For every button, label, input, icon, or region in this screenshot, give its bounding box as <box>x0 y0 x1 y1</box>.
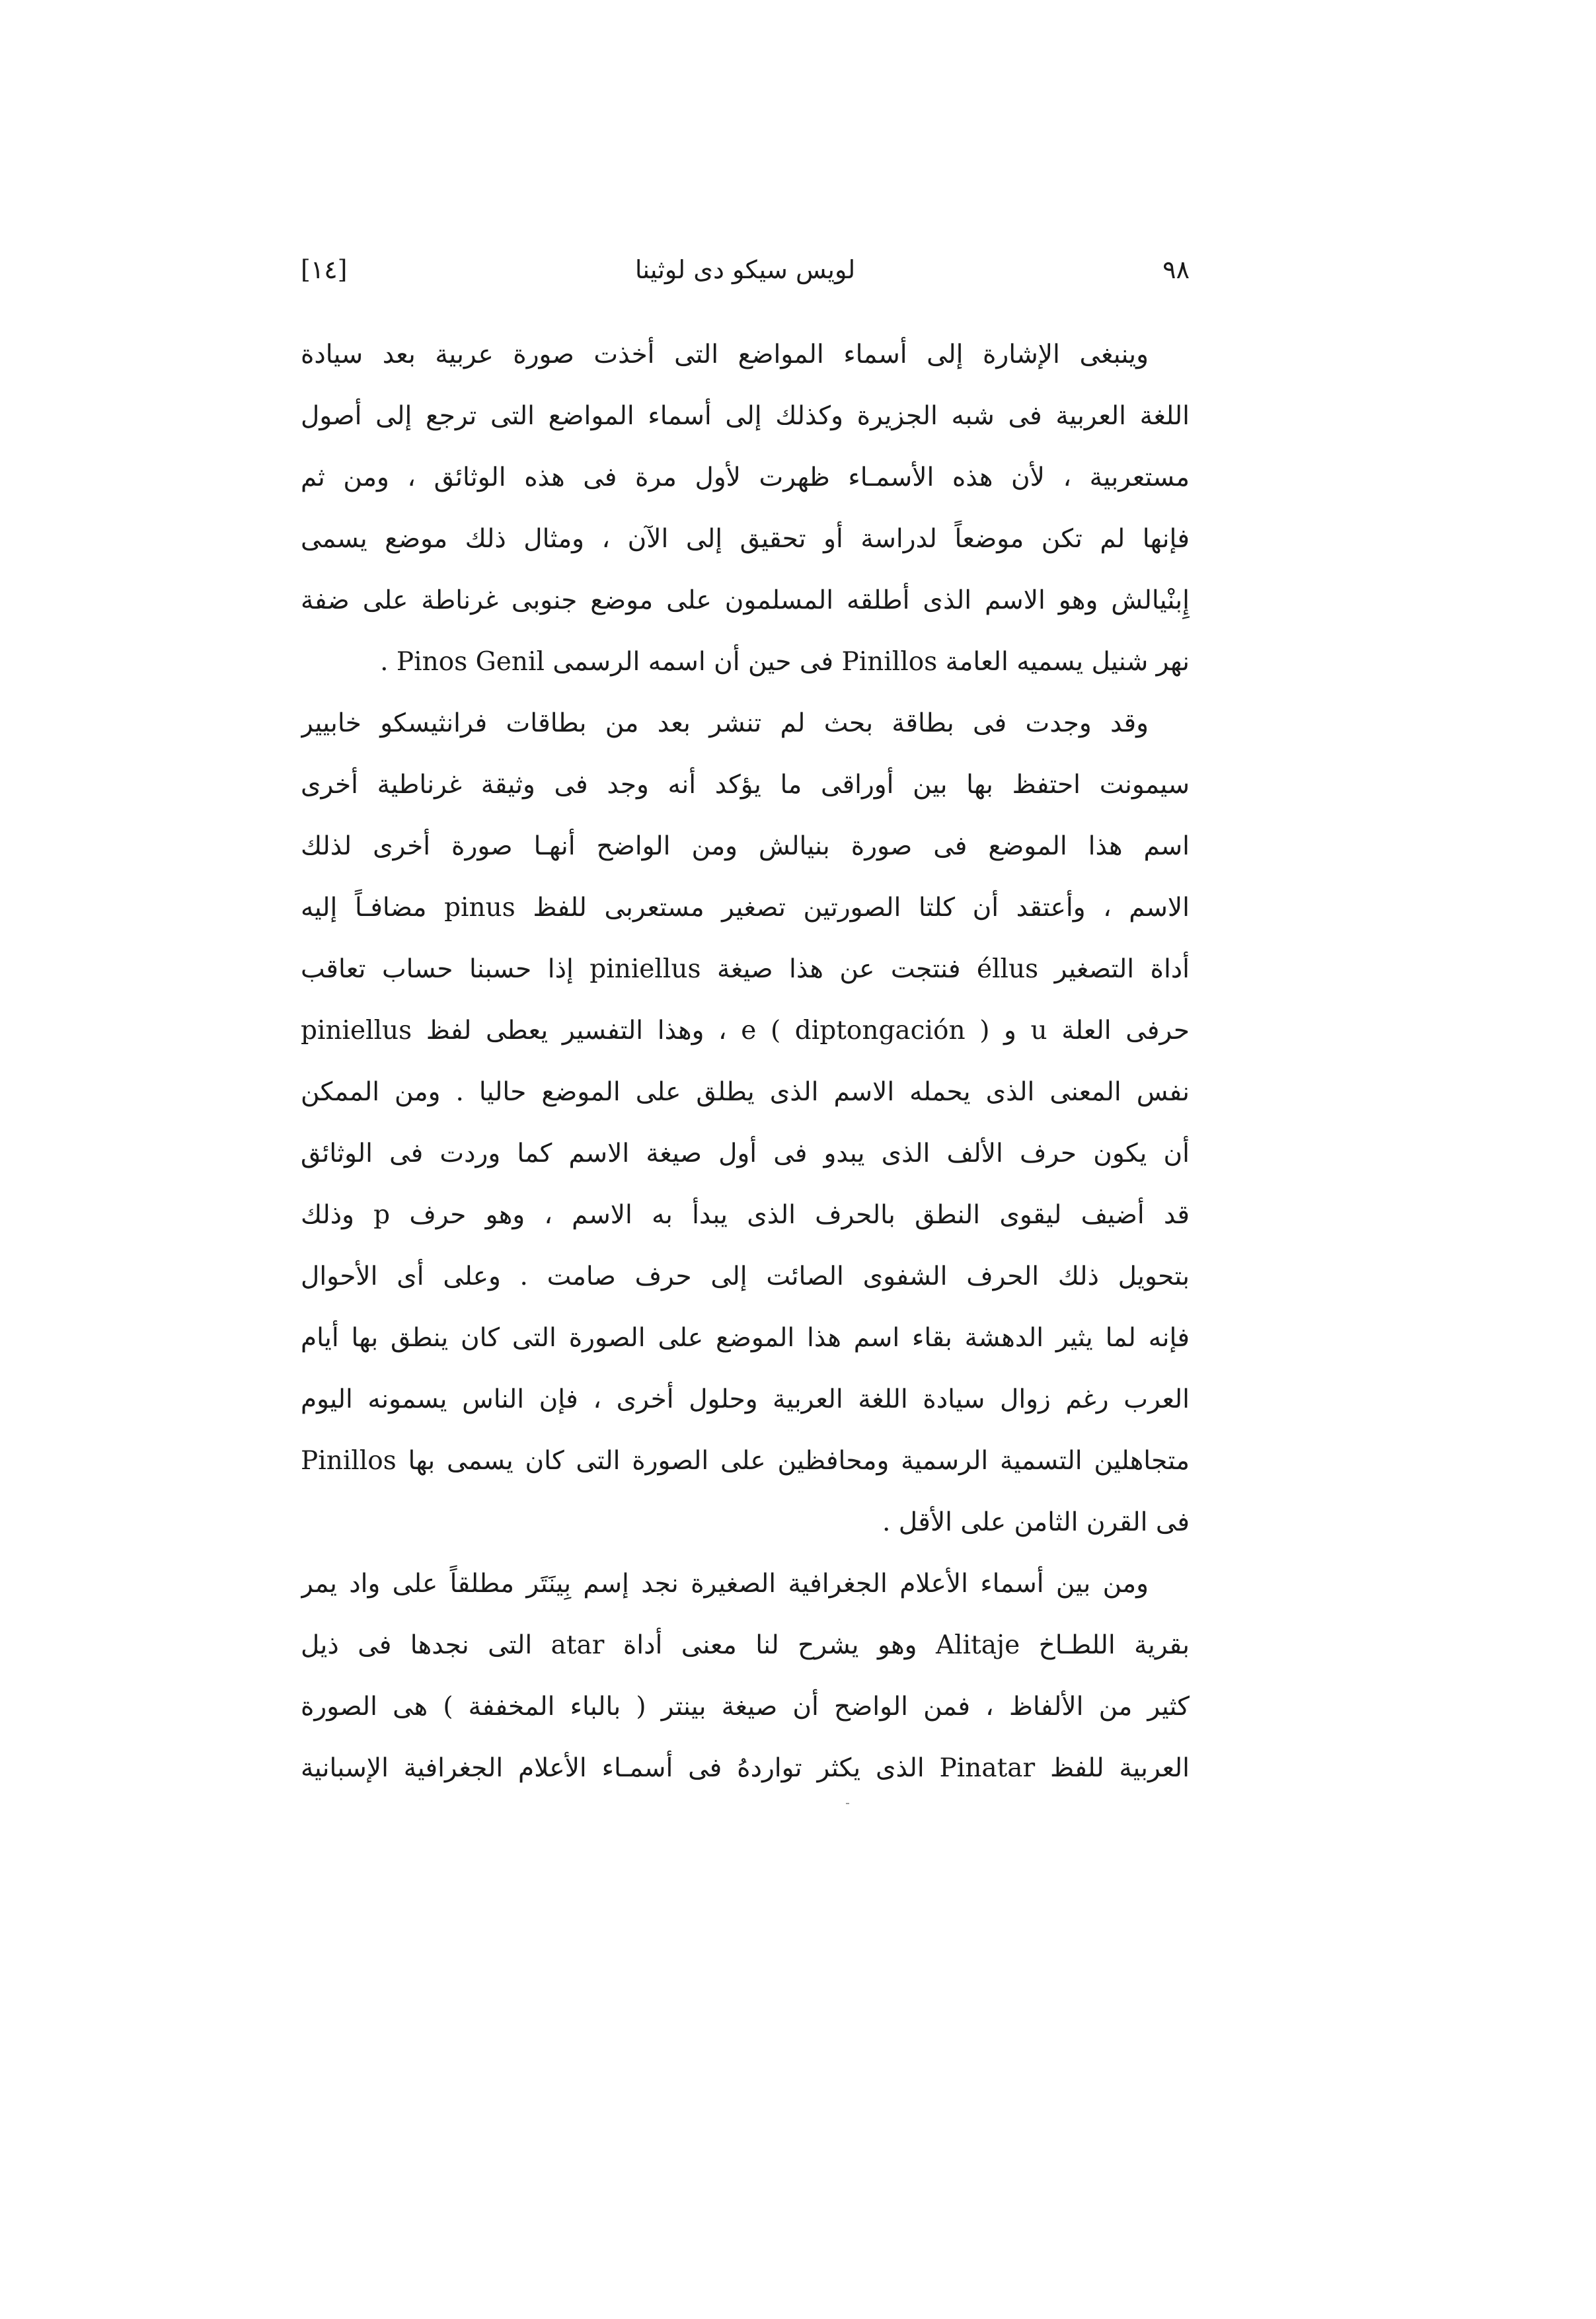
text-line: وينبغى الإشارة إلى أسماء المواضع التى أخذت صورة عربية بعد سيادة <box>301 340 1149 369</box>
text-line: فإنها لم تكن موضعاً لدراسة أو تحقيق إلى الآن ، ومثال ذلك موضع يسمى <box>301 524 1190 554</box>
text-line: حرفى العلة u و e ( diptongación ) ، وهذا التفسير يعطى لفظ piniellus <box>301 1016 1190 1045</box>
text-line: كثير من الألفاظ ، فمن الواضح أن صيغة بينتر ( بالباء المخففة ) هى الصورة <box>301 1692 1190 1722</box>
text-line: مستعربية ، لأن هذه الأسمـاء ظهرت لأول مرة فى هذه الوثائق ، ومن ثم <box>301 463 1190 492</box>
text-line: الاسم ، وأعتقد أن كلتا الصورتين تصغير مستعربى للفظ pinus مضافـاً إليه <box>301 893 1190 923</box>
text-line: نهر شنيل يسميه العامة Pinillos فى حين أن اسمه الرسمى Pinos Genil . <box>380 647 1190 677</box>
text-line: أن يكون حرف الألف الذى يبدو فى أول صيغة الاسم كما وردت فى الوثائق <box>301 1139 1190 1168</box>
running-title: لويس سيكو دى لوثينا <box>634 255 856 284</box>
text-line: ومن بين أسماء الأعلام الجغرافية الصغيرة نجد إسم بِينَتَر مطلقاً على واد يمر <box>301 1569 1149 1599</box>
text-line: Pinillos متجاهلين التسمية الرسمية ومحافظين على الصورة التى كان يسمى بها <box>301 1446 1190 1476</box>
page-header <box>301 250 1190 289</box>
text-line: فإنه لما يثير الدهشة بقاء اسم هذا الموضع على الصورة التى كان ينطق بها أيام <box>301 1323 1190 1353</box>
text-line: فى القرن الثامن على الأقل . <box>882 1507 1190 1537</box>
text-line: العرب رغم زوال سيادة اللغة العربية وحلول أخرى ، فإن الناس يسمونه اليوم <box>301 1385 1190 1414</box>
text-line: وقد وجدت فى بطاقة بحث لم تنشر بعد من بطاقات فرانثيسكو خابيير <box>301 708 1149 738</box>
section-number: [١٤] <box>301 255 348 284</box>
page-number: ٩٨ <box>1162 255 1190 284</box>
text-line: اسم هذا الموضع فى صورة بنيالش ومن الواضح أنهـا صورة أخرى لذلك <box>301 831 1190 861</box>
text-line: العربية للفظ Pinatar الذى يكثر تواردهُ فى أسمـاء الأعلام الجغرافية الإسبانية <box>301 1753 1190 1783</box>
text-line: أداة التصغير éllus فنتجت عن هذا صيغة piniellus إذا حسبنا حساب تعاقب <box>301 954 1190 984</box>
text-line: اللغة العربية فى شبه الجزيرة وكذلك إلى أسماء المواضع التى ترجع إلى أصول <box>301 401 1190 431</box>
body-text <box>301 324 1190 1799</box>
text-line: إِبنْيالش وهو الاسم الذى أطلقه المسلمون على موضع جنوبى غرناطة على ضفة <box>301 586 1190 615</box>
text-line: بقرية اللطـاخ Alitaje وهو يشرح لنا معنى أداة atar التى نجدها فى ذيل <box>301 1630 1190 1660</box>
text-line: سيمونت احتفظ بها بين أوراقى ما يؤكد أنه وجد فى وثيقة غرناطية أخرى <box>301 770 1190 800</box>
text-line: قد أضيف ليقوى النطق بالحرف الذى يبدأ به الاسم ، وهو حرف p وذلك <box>301 1200 1190 1230</box>
page-speck <box>846 1803 849 1804</box>
text-line: بتحويل ذلك الحرف الشفوى الصائت إلى حرف صامت . وعلى أى الأحوال <box>301 1262 1190 1291</box>
text-line: نفس المعنى الذى يحمله الاسم الذى يطلق على الموضع حاليا . ومن الممكن <box>301 1077 1190 1107</box>
